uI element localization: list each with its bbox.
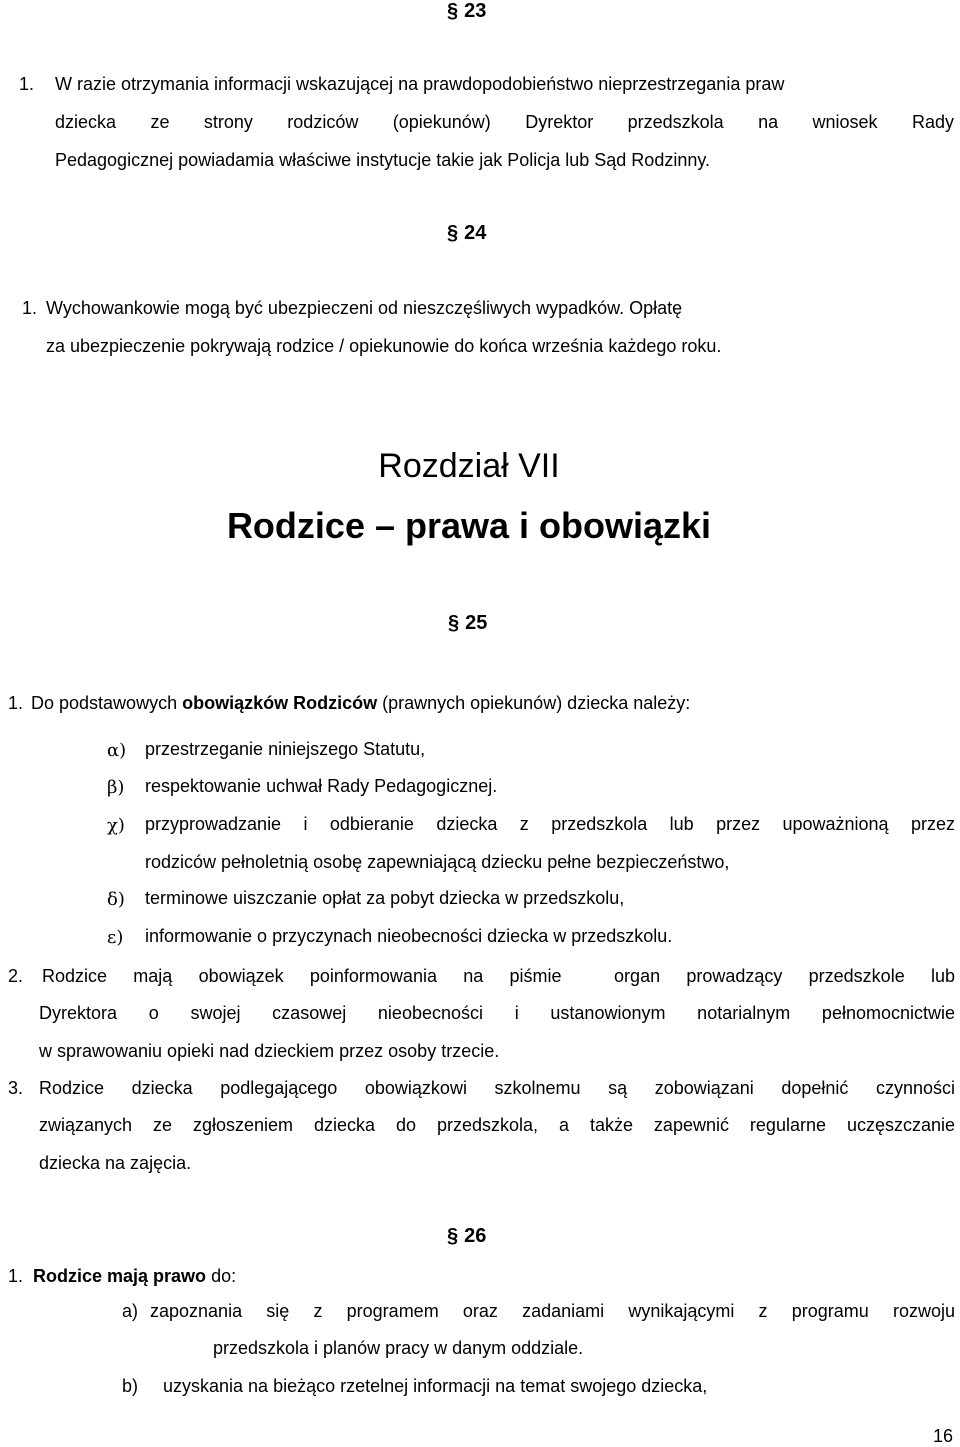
section-24-heading — [447, 222, 486, 245]
list-item: przestrzeganie niniejszego Statutu, — [145, 739, 426, 759]
paragraph-number: 3. — [8, 1078, 24, 1098]
paragraph-line: za ubezpieczenie pokrywają rodzice / opiekunowie do końca września każdego roku. — [46, 336, 722, 356]
paragraph-line — [33, 1265, 236, 1287]
section-sign: § — [447, 1225, 459, 1247]
list-item: przyprowadzanie i odbieranie dziecka z przedszkola lub przez upoważnioną przez — [145, 814, 955, 834]
line-text: do: — [206, 1266, 237, 1286]
list-marker: b) — [122, 1376, 139, 1396]
line-text: W razie otrzymania informacji wskazującej na prawdopodobieństwo nieprzestrzegania praw — [55, 74, 785, 94]
section-sign: § — [448, 612, 460, 634]
emphasis-text: obowiązków Rodziców — [182, 693, 378, 713]
list-marker: a) — [122, 1301, 139, 1321]
list-item: respektowanie uchwał Rady Pedagogicznej. — [145, 776, 498, 796]
list-marker: χ) — [107, 815, 125, 836]
list-item: informowanie o przyczynach nieobecności dziecka w przedszkolu. — [145, 926, 673, 946]
line-text: (prawnych opiekunów) dziecka należy: — [377, 693, 691, 713]
paragraph-line: związanych ze zgłoszeniem dziecka do przedszkola, a także zapewnić regularne uczęszczanie — [39, 1115, 955, 1135]
paragraph-line: Pedagogicznej powiadamia właściwe instytucje takie jak Policja lub Sąd Rodzinny. — [55, 150, 711, 170]
paragraph-line — [55, 73, 954, 95]
section-23-heading — [447, 0, 486, 23]
list-item-continuation: przedszkola i planów pracy w danym oddziale. — [213, 1338, 584, 1358]
section-number: 25 — [465, 612, 488, 634]
section-25-heading — [448, 612, 487, 635]
paragraph-number: 1. — [19, 74, 35, 94]
line-text: Do podstawowych — [31, 693, 183, 713]
list-marker: δ) — [107, 889, 125, 910]
list-item: zapoznania się z programem oraz zadaniami wynikającymi z programu rozwoju — [150, 1301, 955, 1321]
chapter-title: Rozdział VII — [378, 447, 560, 485]
section-number: 23 — [464, 0, 487, 22]
paragraph-line — [31, 692, 690, 714]
paragraph-number: 1. — [8, 1266, 24, 1286]
section-sign: § — [447, 222, 459, 244]
paragraph-line: Dyrektora o swojej czasowej nieobecności i ustanowionym notarialnym pełnomocnictwie — [39, 1003, 955, 1023]
paragraph-line: Rodzice mają obowiązek poinformowania na piśmie organ prowadzący przedszkole lub — [42, 966, 955, 986]
emphasis-text: Rodzice mają prawo — [33, 1266, 207, 1286]
list-item: terminowe uiszczanie opłat za pobyt dziecka w przedszkolu, — [145, 888, 625, 908]
page-number: 16 — [933, 1426, 954, 1446]
paragraph-line: dziecka ze strony rodziców (opiekunów) Dyrektor przedszkola na wniosek Rady — [55, 112, 954, 132]
paragraph-number: 1. — [22, 298, 38, 318]
paragraph-number: 2. — [8, 966, 24, 986]
list-marker: α) — [107, 740, 127, 761]
chapter-subtitle: Rodzice – prawa i obowiązki — [226, 505, 712, 546]
section-sign: § — [447, 0, 459, 22]
list-marker: ε) — [107, 927, 124, 948]
paragraph-line: dziecka na zajęcia. — [39, 1153, 192, 1173]
section-number: 24 — [464, 222, 487, 244]
section-26-heading — [447, 1225, 486, 1248]
list-item: uzyskania na bieżąco rzetelnej informacji na temat swojego dziecka, — [163, 1376, 708, 1396]
paragraph-number: 1. — [8, 693, 24, 713]
list-item-continuation: rodziców pełnoletnią osobę zapewniającą dziecku pełne bezpieczeństwo, — [145, 852, 730, 872]
list-marker: β) — [107, 777, 125, 798]
paragraph-line: w sprawowaniu opieki nad dzieckiem przez osoby trzecie. — [39, 1041, 500, 1061]
section-number: 26 — [464, 1225, 487, 1247]
paragraph-line: Rodzice dziecka podlegającego obowiązkowi szkolnemu są zobowiązani dopełnić czynności — [39, 1078, 955, 1098]
paragraph-line: Wychowankowie mogą być ubezpieczeni od nieszczęśliwych wypadków. Opłatę — [46, 298, 683, 318]
